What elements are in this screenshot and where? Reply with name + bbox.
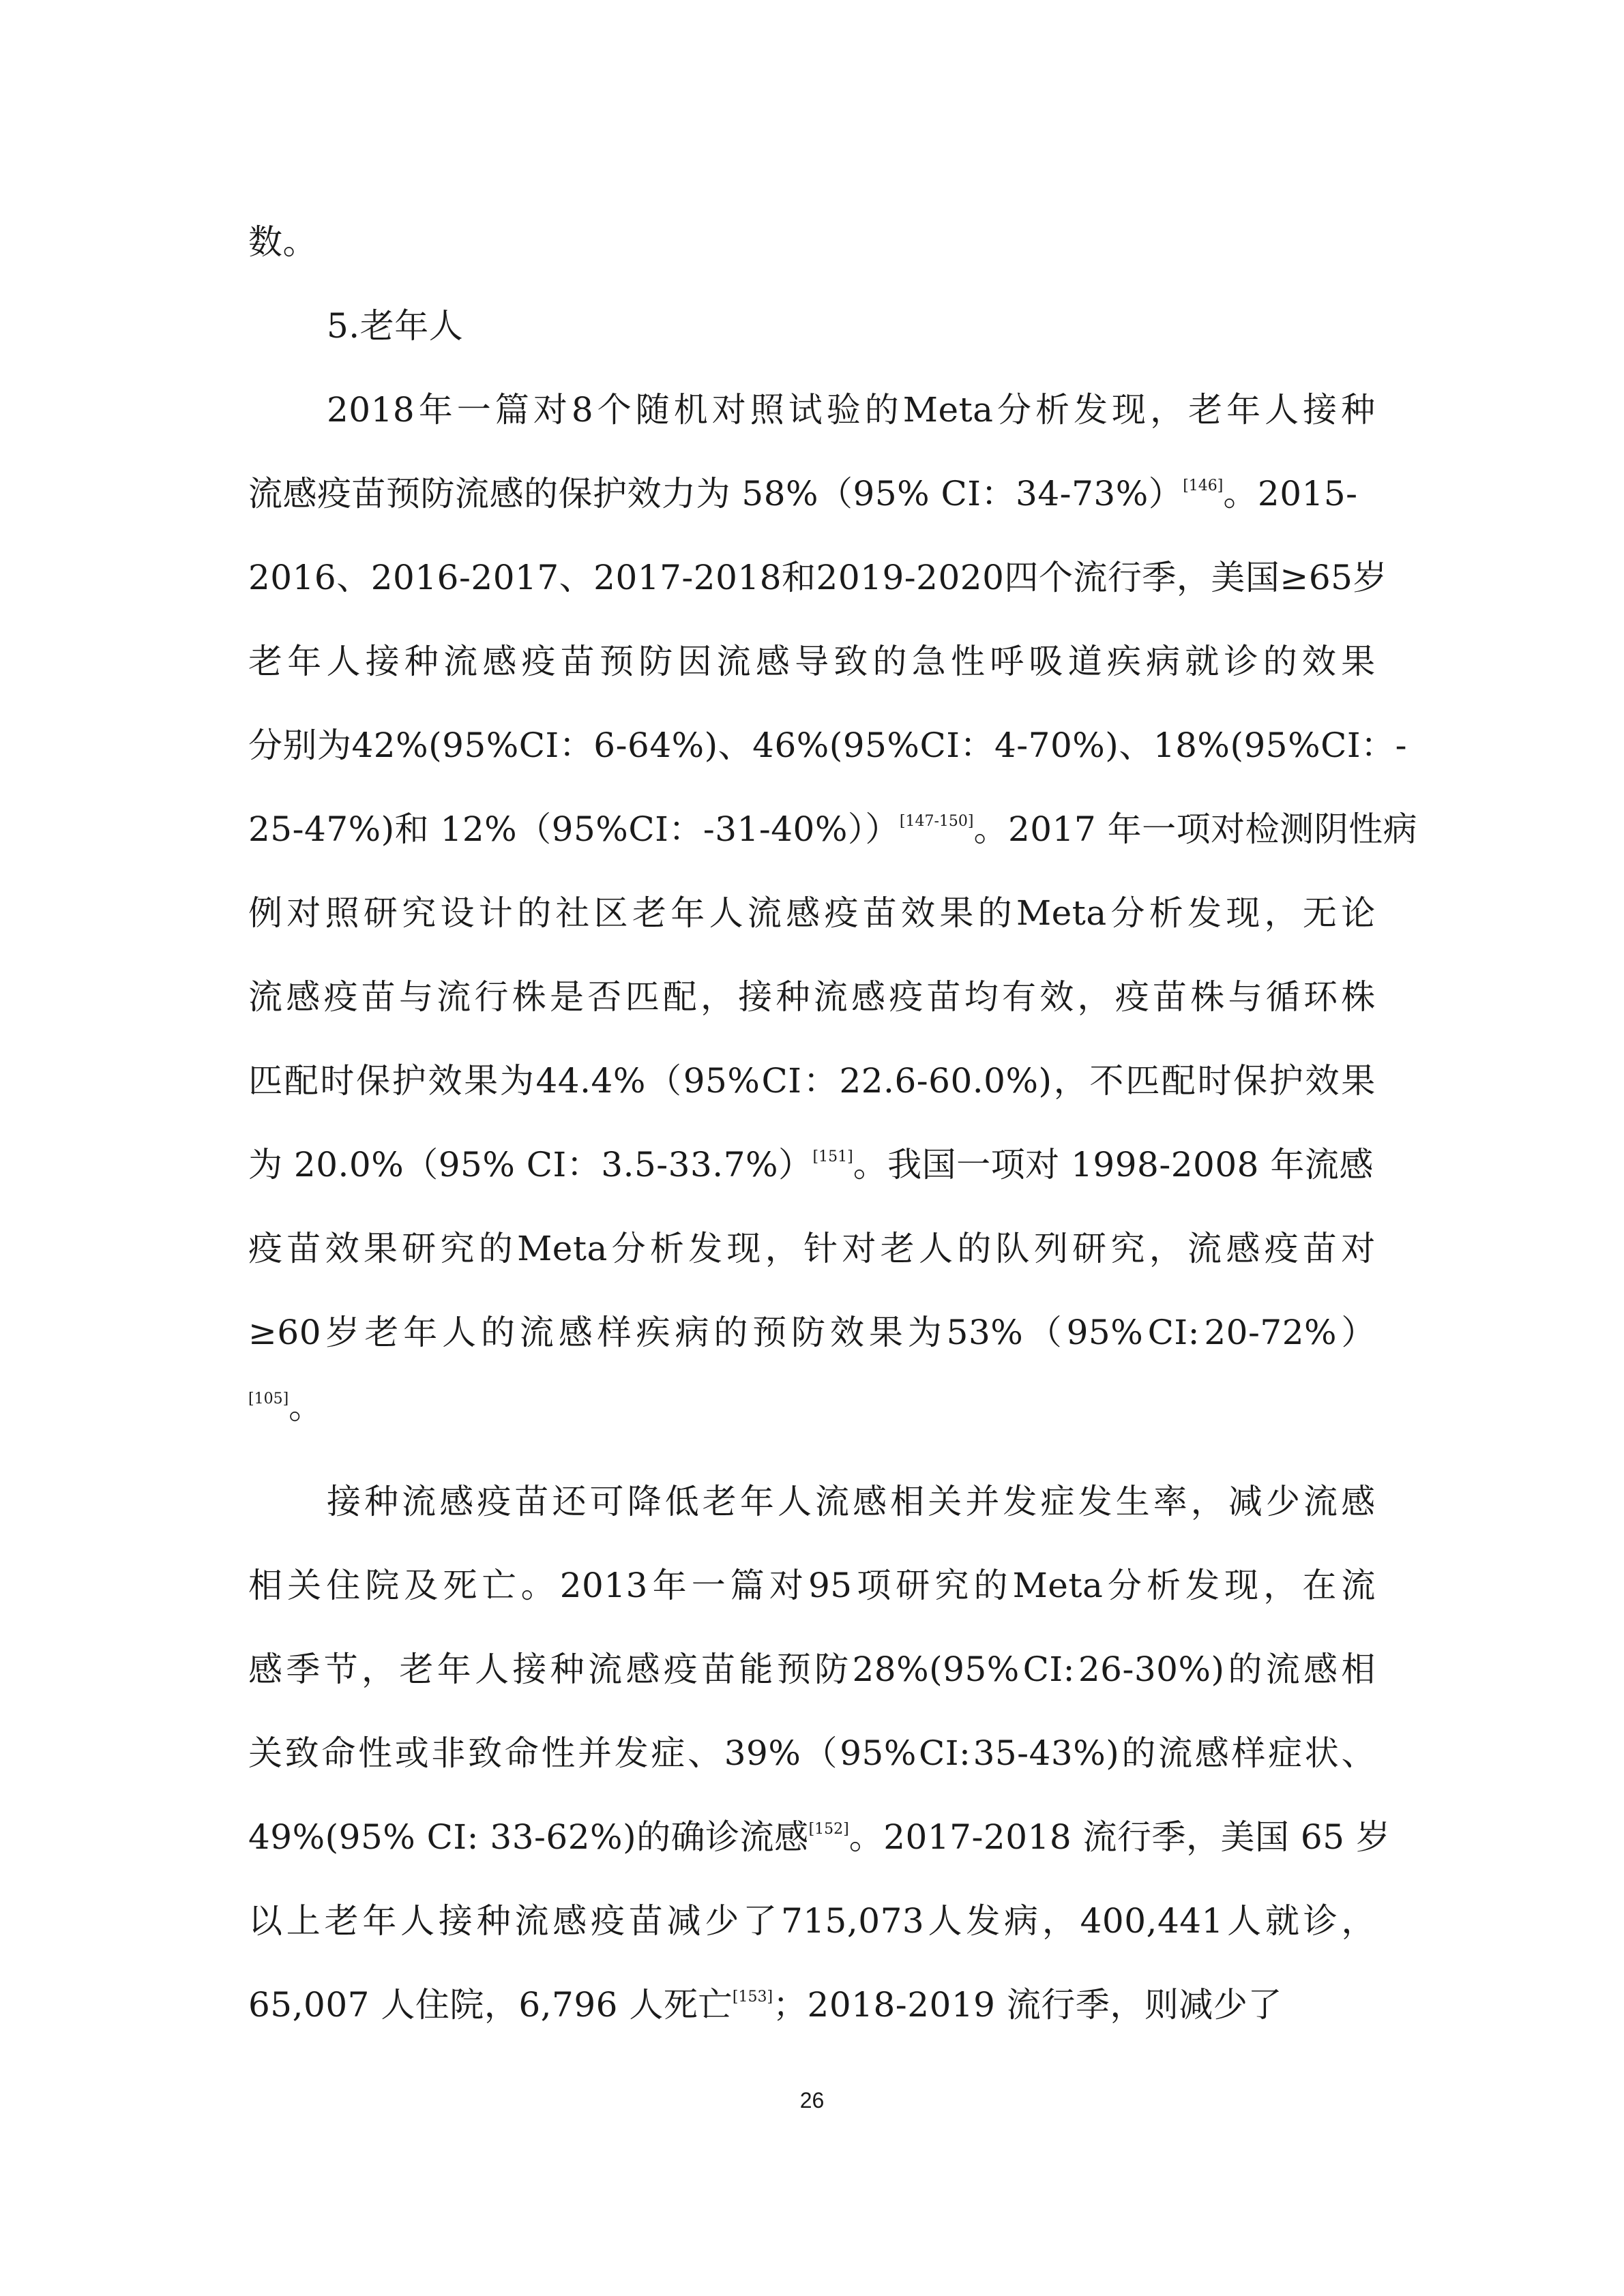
citation-ref: [105] [248,1390,289,1407]
text-line: 为 20.0%（95% CI：3.5-33.7%）[151]。我国一项对 1998-2008 年流感 [248,1145,1374,1184]
text-line: [105]。 [248,1387,323,1427]
text-line: 以 上 老 年 人 接 种 流 感 疫 苗 减 少 了 715,073 人 发 病 ， 400,441 人 就 诊 ， [248,1901,1376,1941]
text-line: 感 季 节 ， 老 年 人 接 种 流 感 疫 苗 能 预 防 28%(95% CI: 26-30%) 的 流 感 相 [248,1650,1376,1689]
text-line: 25-47%)和 12%（95%CI：-31-40%））[147-150]。2017 年一项对检测阴性病 [248,809,1418,849]
text-line: 匹 配 时 保 护 效 果 为 44.4% （ 95% CI ： 22.6-60.0%) ， 不 匹 配 时 保 护 效 果 [248,1061,1376,1101]
text-line: 关 致 命 性 或 非 致 命 性 并 发 症 、 39% （ 95% CI: 35-43%) 的 流 感 样 症 状 、 [248,1733,1376,1773]
citation-ref: [151] [812,1148,853,1165]
text-line: 65,007 人住院，6,796 人死亡[153]；2018-2019 流行季，则减少了 [248,1985,1282,2025]
page-number: 26 [799,2088,825,2113]
text-line: 接 种 流 感 疫 苗 还 可 降 低 老 年 人 流 感 相 关 并 发 症 发 生 率 ， 减 少 流 感 [327,1482,1376,1521]
text-line: 2018 年 一 篇 对 8 个 随 机 对 照 试 验 的 Meta 分 析 发 现 ， 老 年 人 接 种 [327,390,1376,430]
citation-ref: [153] [732,1988,773,2006]
text-line: ≥60 岁 老 年 人 的 流 感 样 疾 病 的 预 防 效 果 为 53% （ 95% CI: 20-72% ） [248,1313,1376,1352]
text-line: 流 感 疫 苗 与 流 行 株 是 否 匹 配 ， 接 种 流 感 疫 苗 均 有 效 ， 疫 苗 株 与 循 环 株 [248,977,1376,1017]
text-line: 49%(95% CI: 33-62%)的确诊流感[152]。2017-2018 流行季，美国 65 岁 [248,1817,1391,1857]
citation-ref: [146] [1183,477,1224,494]
citation-ref: [147-150] [899,813,974,830]
text-line: 分 别 为 42%(95% CI ： 6-64%) 、 46%(95% CI ： 4-70%) 、 18%(95% CI ： - [248,726,1408,765]
text-line: 例 对 照 研 究 设 计 的 社 区 老 年 人 流 感 疫 苗 效 果 的 Meta 分 析 发 现 ， 无 论 [248,893,1376,933]
citation-ref: [152] [808,1821,849,1838]
text-line: 疫 苗 效 果 研 究 的 Meta 分 析 发 现 ， 针 对 老 人 的 队 列 研 究 ， 流 感 疫 苗 对 [248,1229,1376,1268]
text-line: 2016 、 2016-2017 、 2017-2018 和 2019-2020 四 个 流 行 季 ， 美 国 ≥65 岁 [248,558,1387,597]
text-line: 流感疫苗预防流感的保护效力为 58%（95% CI：34-73%）[146]。2015- [248,474,1358,513]
section-heading: 5.老年人 [327,306,464,346]
text-line: 相 关 住 院 及 死 亡 。 2013 年 一 篇 对 95 项 研 究 的 Meta 分 析 发 现 ， 在 流 [248,1566,1376,1605]
text-line: 数。 [248,222,317,262]
text-line: 老 年 人 接 种 流 感 疫 苗 预 防 因 流 感 导 致 的 急 性 呼 吸 道 疾 病 就 诊 的 效 果 [248,642,1376,681]
